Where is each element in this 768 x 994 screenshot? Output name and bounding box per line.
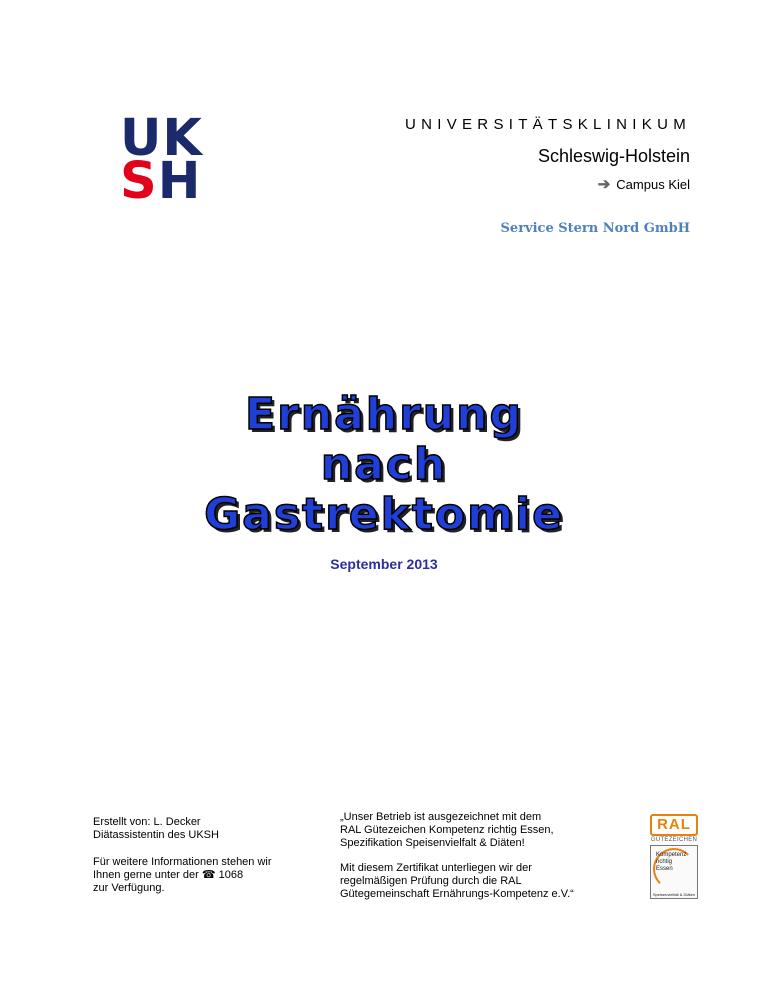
certification-paragraph-2: Mit diesem Zertifikat unterliegen wir der regelmäßigen Prüfung durch die RAL Gütegemeinschaft Ernährungs-Kompetenz e.V.“	[340, 862, 574, 900]
logo-letter-h: H	[157, 152, 202, 211]
ral-logo-icon: RAL	[650, 814, 698, 836]
campus-line	[598, 175, 690, 193]
author-name: Erstellt von: L. Decker	[93, 816, 201, 828]
uksh-logo	[120, 109, 210, 211]
ral-subtitle: GÜTEZEICHEN	[650, 837, 698, 843]
document-title	[0, 390, 768, 540]
certification-paragraph-1: „Unser Betrieb ist ausgezeichnet mit dem RAL Gütezeichen Kompetenz richtig Essen, Spezifikation Speisenvielfalt & Diäten!	[340, 811, 554, 849]
certification-info	[340, 811, 610, 913]
author-block	[93, 816, 308, 842]
service-company: Service Stern Nord GmbH	[500, 221, 690, 236]
publication-date: September 2013	[330, 556, 438, 572]
author-info	[93, 816, 308, 909]
state-name: Schleswig-Holstein	[537, 146, 690, 166]
logo-row-1: UK	[120, 109, 203, 168]
badge-bottom-text: Speisenvielfalt & Diäten	[652, 892, 696, 897]
phone-extension: 1068	[215, 869, 244, 881]
contact-line-1: Für weitere Informationen stehen wir	[93, 856, 272, 868]
title-line-3: Gastrektomie	[204, 489, 564, 540]
university-name: UNIVERSITÄTSKLINIKUM	[404, 116, 691, 133]
contact-line-3: zur Verfügung.	[93, 882, 165, 894]
ral-badge-icon	[650, 845, 698, 899]
arrow-right-icon: ➔	[597, 176, 611, 193]
contact-block	[93, 856, 308, 895]
phone-icon: ☎	[201, 869, 216, 881]
ral-certificate-seal	[650, 814, 698, 901]
logo-letter-s: S	[120, 152, 158, 211]
title-line-1: Ernährung	[245, 389, 523, 440]
contact-line-2: Ihnen gerne unter der ☎ 1068	[93, 869, 244, 881]
author-role: Diätassistentin des UKSH	[93, 829, 219, 841]
title-line-2: nach	[320, 439, 448, 490]
badge-text: Kompetenz richtig Essen	[656, 852, 687, 872]
campus-name: Campus Kiel	[616, 176, 690, 192]
